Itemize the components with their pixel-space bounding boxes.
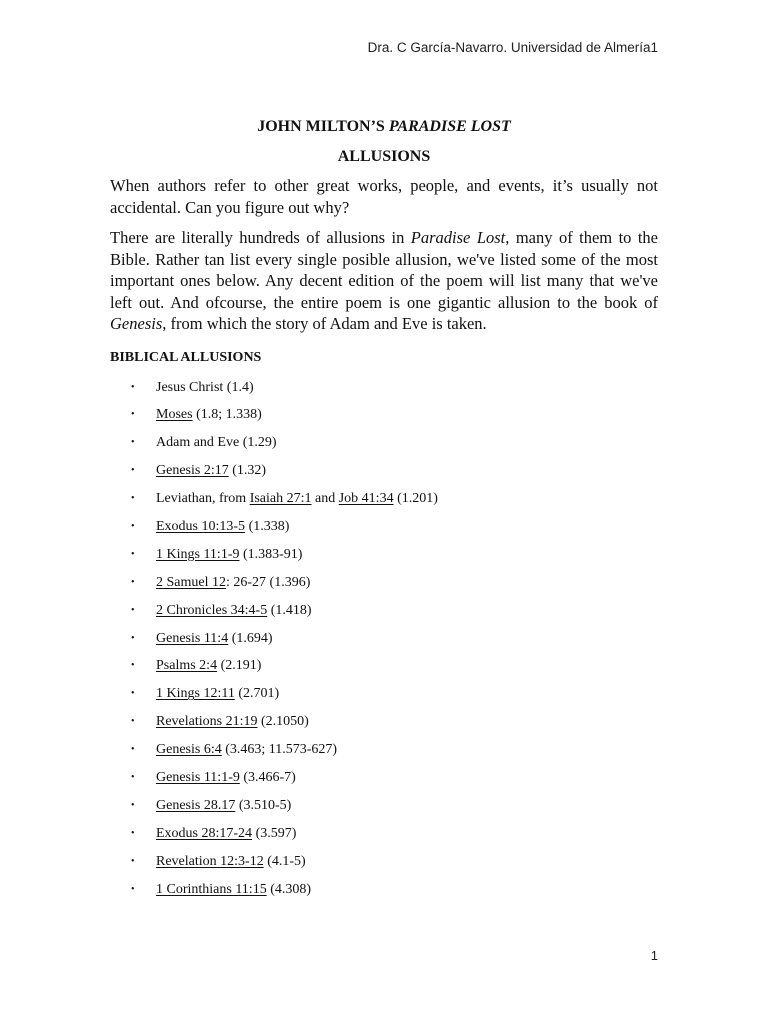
para2-italic-2: Genesis [110,314,163,333]
allusion-citation-text: (1.338) [245,518,290,534]
bullet-icon: • [131,771,135,783]
bullet-icon: • [131,409,135,421]
allusion-citation-text: Jesus Christ (1.4) [156,379,254,395]
scripture-reference-link[interactable]: 2 Chronicles 34:4-5 [156,602,268,618]
allusion-citation-text: (4.1-5) [263,853,306,869]
bullet-icon: • [131,632,135,644]
allusion-citation-text: (1.201) [393,491,438,507]
list-item [110,792,658,820]
allusion-citation-text: : 26-27 (1.396) [226,574,311,590]
allusion-citation-text: (1.383-91) [239,546,303,562]
scripture-reference-link[interactable]: Psalms 2:4 [156,658,218,674]
list-item [110,848,658,876]
bullet-icon: • [131,548,135,560]
list-item [110,652,658,680]
scripture-reference-link[interactable]: Exodus 10:13-5 [156,518,246,534]
allusion-citation-text: (4.308) [266,881,312,897]
header-text: Dra. C García-Navarro. Universidad de Almería1 [367,40,658,55]
title-prefix: JOHN MILTON’S [257,118,389,135]
scripture-reference-link[interactable]: Genesis 11:1-9 [156,769,240,785]
scripture-reference-link[interactable]: Revelation 12:3-12 [156,853,264,869]
allusion-citation-text: (2.191) [217,658,262,674]
bullet-icon: • [131,493,135,505]
scripture-reference-link[interactable]: Revelations 21:19 [156,714,258,730]
document-title [110,115,658,139]
scripture-reference-link[interactable]: 2 Samuel 12 [156,574,226,590]
scripture-reference-link[interactable]: 1 Kings 11:1-9 [156,546,240,562]
allusion-prefix-text: Leviathan, from [156,491,250,507]
section-heading: BIBLICAL ALLUSIONS [110,349,262,365]
bullet-icon: • [131,576,135,588]
allusion-citation-text: (2.701) [234,686,280,702]
list-item [110,457,658,485]
bullet-icon: • [131,883,135,895]
title-italic: PARADISE LOST [388,118,511,135]
allusion-citation-text: (3.463; 11.573-627) [221,742,338,758]
bullet-icon: • [131,604,135,616]
bullet-icon: • [131,381,135,393]
scripture-reference-link[interactable]: 1 Kings 12:11 [156,686,235,702]
scripture-reference-link[interactable]: Exodus 28:17-24 [156,825,253,841]
bullet-icon: • [131,855,135,867]
allusion-citation-text: (3.510-5) [235,797,292,813]
list-item [110,513,658,541]
allusion-citation-text: (1.694) [228,630,273,646]
list-item [110,541,658,569]
document-subtitle: ALLUSIONS [337,148,431,165]
allusion-citation-text: (2.1050) [257,714,309,730]
scripture-reference-link[interactable]: Genesis 6:4 [156,742,222,758]
scripture-reference-link[interactable]: Genesis 11:4 [156,630,229,646]
bullet-icon: • [131,799,135,811]
scripture-reference-link[interactable]: Job 41:34 [338,491,394,507]
allusion-citation-text: (1.32) [228,463,267,479]
allusion-connector-text: and [311,491,339,507]
allusions-paragraph [110,227,658,335]
bullet-icon: • [131,716,135,728]
list-item [110,597,658,625]
list-item [110,820,658,848]
list-item [110,876,658,904]
scripture-reference-link[interactable]: Isaiah 27:1 [249,491,312,507]
allusion-list [110,374,658,904]
list-item [110,485,658,513]
document-body [110,115,658,903]
bullet-icon: • [131,744,135,756]
para2-text-1: There are literally hundreds of allusions in [110,228,411,247]
bullet-icon: • [131,520,135,532]
bullet-icon: • [131,660,135,672]
page-header [368,40,658,55]
allusion-citation-text: Adam and Eve (1.29) [156,435,277,451]
allusion-citation-text: (1.8; 1.338) [192,407,262,423]
scripture-reference-link[interactable]: Moses [156,407,193,423]
list-item [110,429,658,457]
scripture-reference-link[interactable]: Genesis 2:17 [156,463,229,479]
para2-text-2: , many of them to the Bible. Rather tan list every single posible allusion, we've listed some of the most important ones below. Any decent edition of the poem will list many that we've left out. And ofcourse, the entire poem is one gigantic allusion to the book of [110,228,659,312]
page-number: 1 [650,948,658,963]
list-item [110,625,658,653]
bullet-icon: • [131,465,135,477]
para2-text-3: , from which the story of Adam and Eve is taken. [162,314,487,333]
list-item [110,569,658,597]
scripture-reference-link[interactable]: Genesis 28.17 [156,797,236,813]
para2-italic-1: Paradise Lost [410,228,506,247]
intro-paragraph: When authors refer to other great works, people, and events, it’s usually not accidental. Can you figure out why? [110,176,658,217]
list-item [110,680,658,708]
list-item [110,401,658,429]
allusion-citation-text: (3.597) [252,825,297,841]
bullet-icon: • [131,827,135,839]
list-item [110,764,658,792]
allusion-citation-text: (3.466-7) [239,769,296,785]
list-item [110,708,658,736]
scripture-reference-link[interactable]: 1 Corinthians 11:15 [156,881,267,897]
list-item [110,736,658,764]
bullet-icon: • [131,437,135,449]
list-item [110,374,658,402]
allusion-citation-text: (1.418) [267,602,312,618]
bullet-icon: • [131,688,135,700]
